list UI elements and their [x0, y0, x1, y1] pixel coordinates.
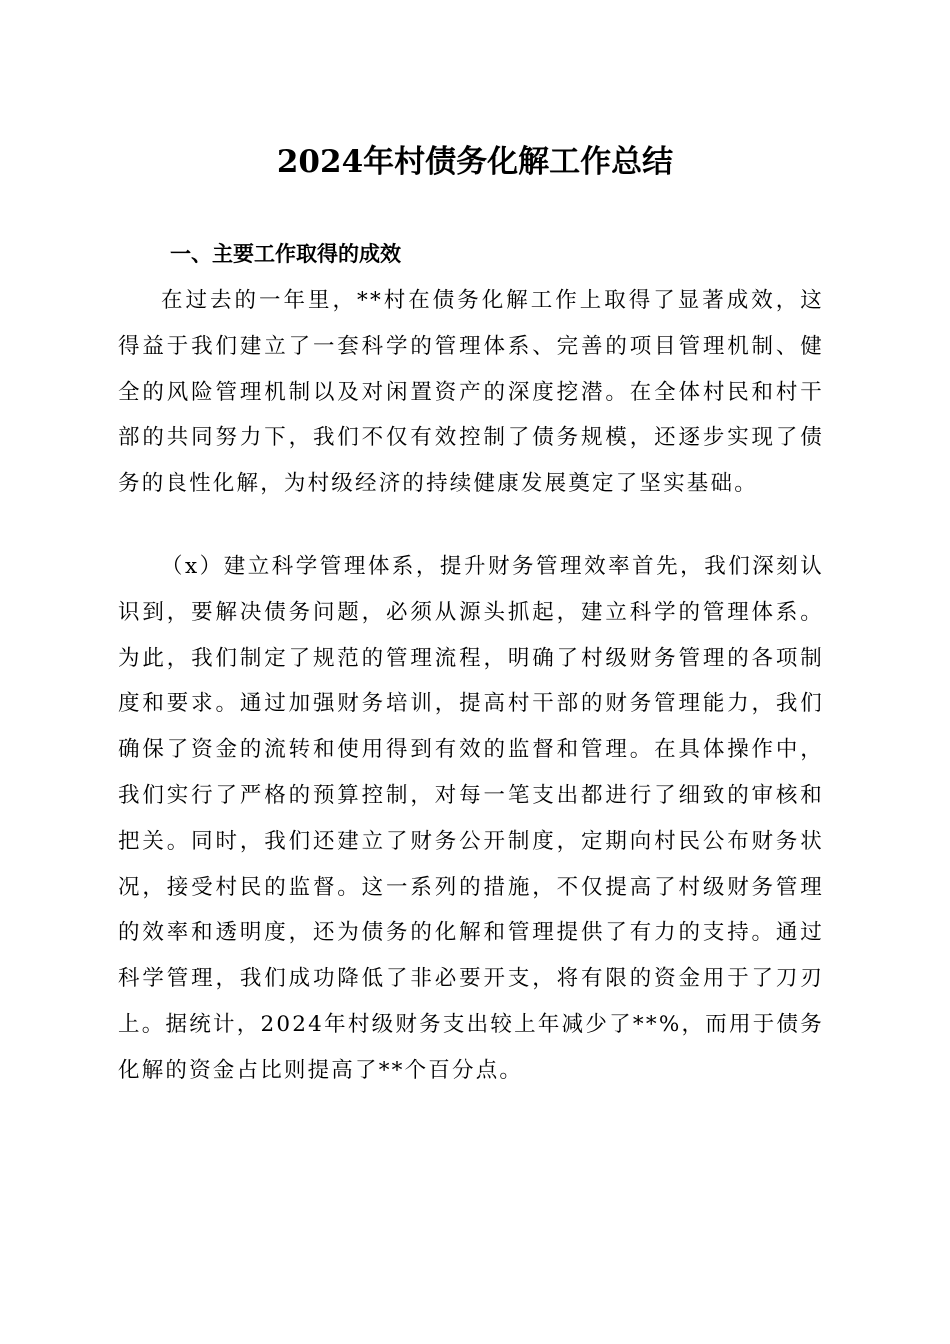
document-title: 2024年村债务化解工作总结 — [276, 144, 674, 180]
paragraph-achievements-intro: 在过去的一年里，**村在债务化解工作上取得了显著成效，这得益于我们建立了一套科学的管理体系、完善的项目管理机制、健全的风险管理机制以及对闲置资产的深度挖潜。在全体村民和村干部的共同努力下，我们不仅有效控制了债务规模，还逐步实现了债务的良性化解，为村级经济的持续健康发展奠定了坚实基础。 — [118, 288, 824, 497]
section-heading: 一、主要工作取得的成效 — [170, 242, 401, 266]
paragraph-management-system: （x）建立科学管理体系，提升财务管理效率首先，我们深刻认识到，要解决债务问题，必须从源头抓起，建立科学的管理体系。为此，我们制定了规范的管理流程，明确了村级财务管理的各项制度和要求。通过加强财务培训，提高村干部的财务管理能力，我们确保了资金的流转和使用得到有效的监督和管理。在具体操作中，我们实行了严格的预算控制，对每一笔支出都进行了细致的审核和把关。同时，我们还建立了财务公开制度，定期向村民公布财务状况，接受村民的监督。这一系列的措施，不仅提高了村级财务管理的效率和透明度，还为债务的化解和管理提供了有力的支持。通过科学管理，我们成功降低了非必要开支，将有限的资金用于了刀刃上。据统计，2024年村级财务支出较上年减少了**%，而用于债务化解的资金占比则提高了**个百分点。 — [118, 554, 824, 1083]
